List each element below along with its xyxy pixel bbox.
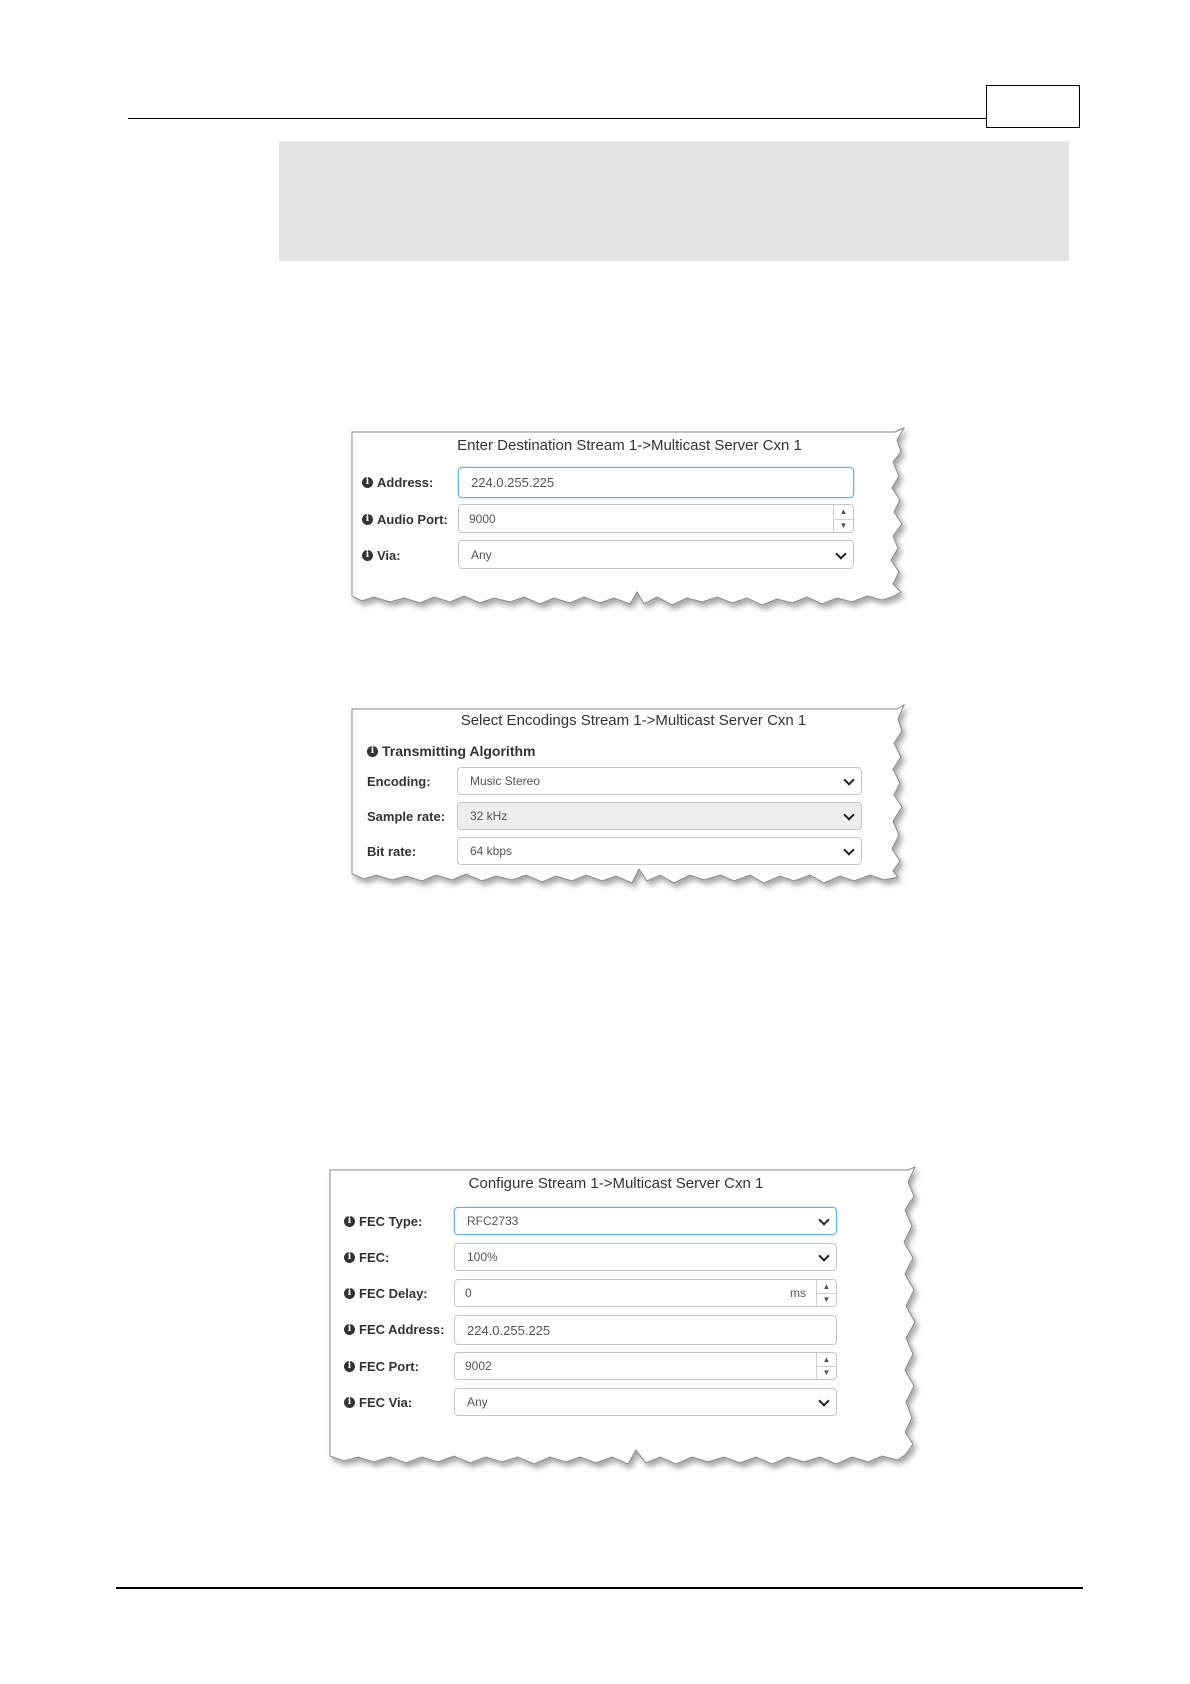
info-icon: i: [362, 550, 373, 561]
chevron-down-icon: [818, 1214, 829, 1225]
info-icon: i: [344, 1216, 355, 1227]
fec-type-select[interactable]: RFC2733: [454, 1207, 837, 1235]
spinner-arrows-icon[interactable]: ▲ ▼: [816, 1280, 836, 1306]
chevron-down-icon: [843, 774, 854, 785]
transmitting-algorithm-heading: i Transmitting Algorithm: [367, 743, 535, 759]
audio-port-input[interactable]: 9000 ▲ ▼: [458, 504, 854, 533]
via-select[interactable]: Any: [458, 540, 854, 569]
chevron-down-icon: [843, 809, 854, 820]
destination-panel: [352, 432, 907, 612]
info-icon: i: [367, 746, 378, 757]
panel-title: Select Encodings Stream 1->Multicast Server Cxn 1: [460, 712, 807, 729]
fec-address-input[interactable]: 224.0.255.225: [454, 1315, 837, 1345]
info-icon: i: [344, 1361, 355, 1372]
fec-via-label: i FEC Via:: [344, 1395, 412, 1410]
encoding-select[interactable]: Music Stereo: [457, 767, 862, 795]
panel-title: Configure Stream 1->Multicast Server Cxn 1: [468, 1175, 764, 1192]
info-icon: i: [344, 1288, 355, 1299]
sample-rate-label: Sample rate:: [367, 809, 446, 824]
fec-label: i FEC:: [344, 1250, 389, 1265]
sample-rate-select[interactable]: 32 kHz: [457, 802, 862, 830]
fec-delay-unit: ms: [790, 1286, 806, 1300]
fec-port-input[interactable]: 9002 ▲ ▼: [454, 1352, 837, 1380]
fec-port-label: i FEC Port:: [344, 1359, 419, 1374]
chevron-down-icon: [818, 1395, 829, 1406]
info-icon: i: [362, 477, 373, 488]
fec-type-label: i FEC Type:: [344, 1214, 422, 1229]
spinner-arrows-icon[interactable]: ▲ ▼: [816, 1353, 836, 1379]
info-icon: i: [362, 514, 373, 525]
chevron-down-icon: [835, 548, 846, 559]
configure-panel: [330, 1170, 918, 1480]
info-icon: i: [344, 1252, 355, 1263]
fec-select[interactable]: 100%: [454, 1243, 837, 1271]
audio-port-label: i Audio Port:: [362, 512, 448, 527]
bit-rate-select[interactable]: 64 kbps: [457, 837, 862, 865]
fec-delay-input[interactable]: 0 ms ▲ ▼: [454, 1279, 837, 1307]
address-input[interactable]: 224.0.255.225: [458, 467, 854, 498]
spinner-arrows-icon[interactable]: ▲ ▼: [833, 505, 853, 532]
page-number-box: [986, 85, 1080, 128]
fec-address-label: i FEC Address:: [344, 1322, 444, 1337]
info-icon: i: [344, 1324, 355, 1335]
encoding-label: Encoding:: [367, 774, 431, 789]
chevron-down-icon: [843, 844, 854, 855]
note-box: [279, 141, 1069, 261]
footer-rule: [116, 1587, 1083, 1589]
chevron-down-icon: [818, 1250, 829, 1261]
via-label: i Via:: [362, 548, 401, 563]
panel-title: Enter Destination Stream 1->Multicast Server Cxn 1: [457, 437, 802, 454]
info-icon: i: [344, 1397, 355, 1408]
header-rule: [128, 118, 988, 119]
fec-delay-label: i FEC Delay:: [344, 1286, 428, 1301]
encodings-panel: [352, 709, 907, 897]
bit-rate-label: Bit rate:: [367, 844, 417, 859]
address-label: i Address:: [362, 475, 433, 490]
fec-via-select[interactable]: Any: [454, 1388, 837, 1416]
